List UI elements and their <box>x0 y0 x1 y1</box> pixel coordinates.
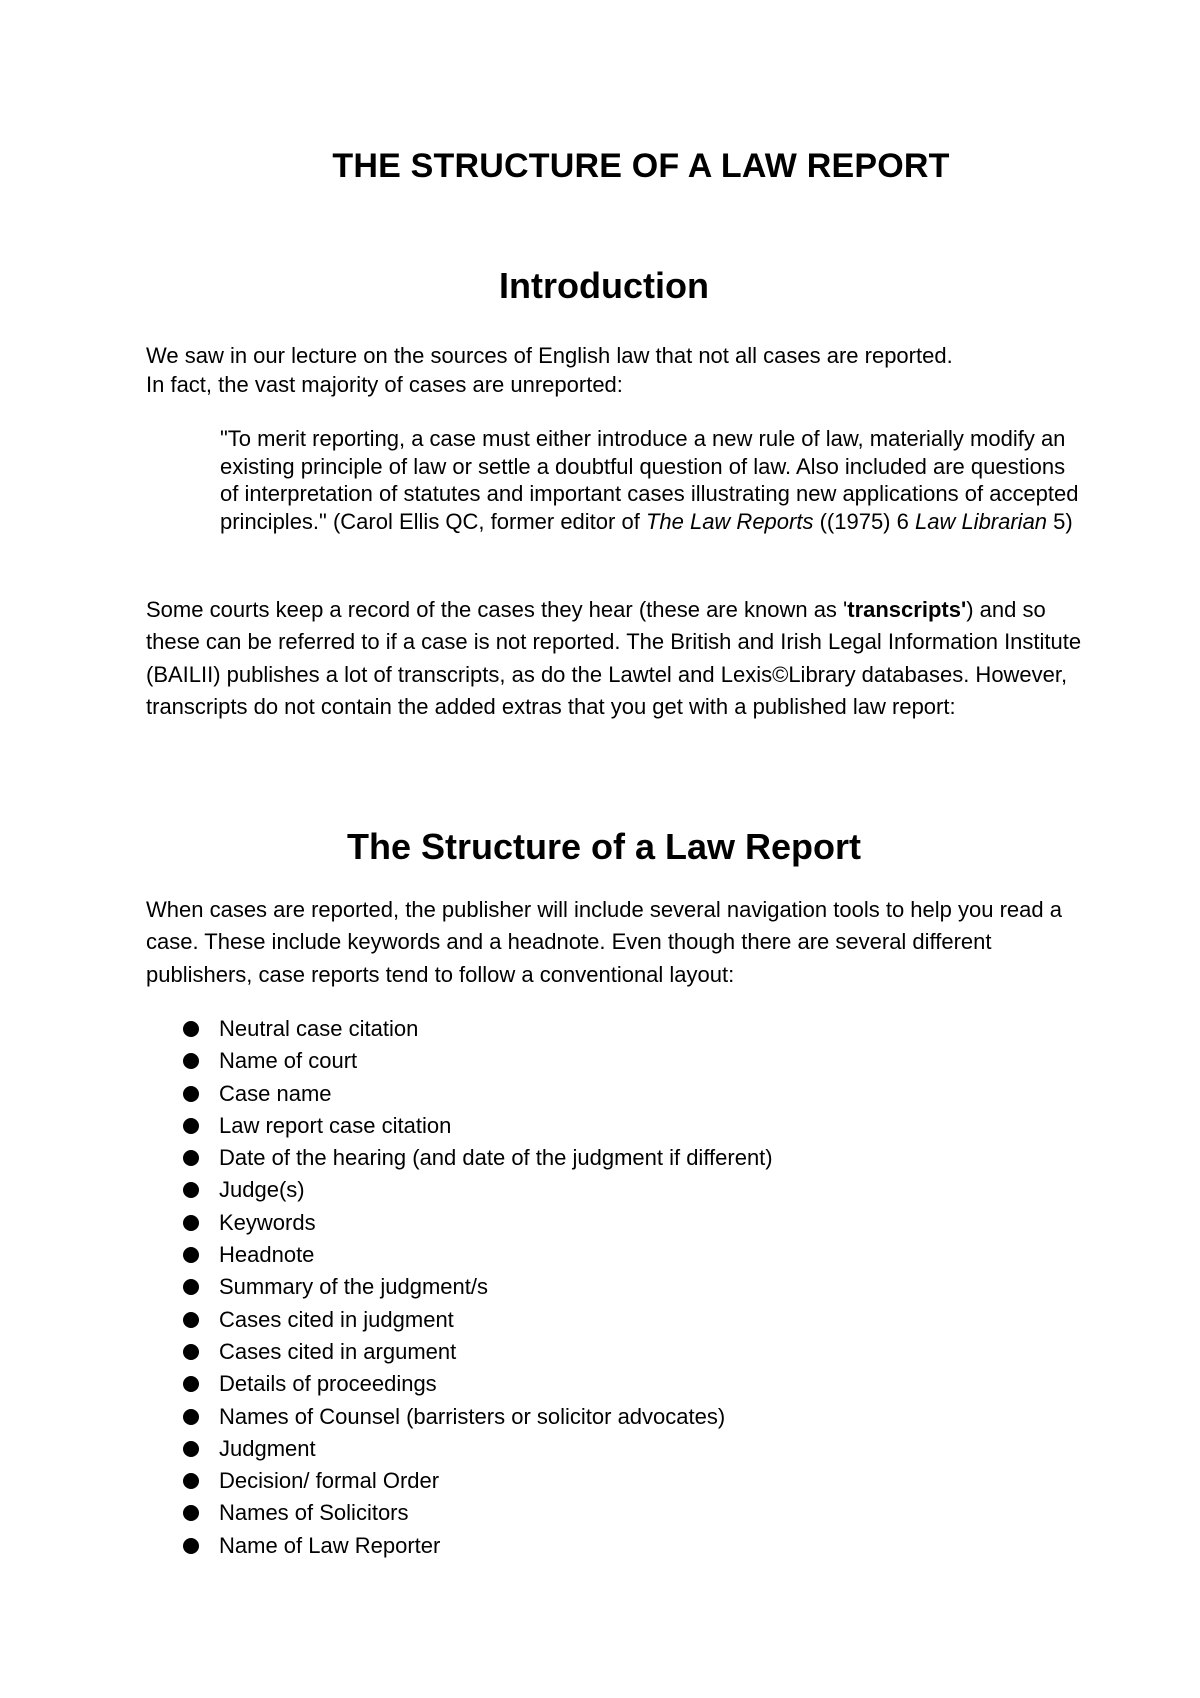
list-item <box>183 1110 773 1142</box>
list-item-label: Neutral case citation <box>219 1016 419 1041</box>
list-item <box>183 1368 773 1400</box>
bullet-icon <box>183 1086 199 1102</box>
bullet-icon <box>183 1473 199 1489</box>
list-item <box>183 1013 773 1045</box>
bullet-icon <box>183 1182 199 1198</box>
list-item-label: Name of court <box>219 1048 358 1074</box>
quote-text: "To merit reporting, a case must either introduce a new rule of law, materially modify an existing principle of law or settle a doubtful question of law. Also included are questions of interpretation of statutes and important cases illustrating new applications of accepted principles." (Carol Ellis QC, former editor of <box>220 426 1079 534</box>
list-item-label: Decision/ formal Order <box>219 1468 440 1494</box>
list-item <box>183 1207 773 1239</box>
list-item-label: Judge(s) <box>219 1177 305 1203</box>
list-item-label: Cases cited in judgment <box>219 1306 454 1332</box>
bullet-icon <box>183 1215 199 1231</box>
bullet-icon <box>183 1538 199 1554</box>
bullet-icon <box>183 1053 199 1069</box>
transcripts-text-after: ) and so these can be referred to if a case is not reported. The British and Irish Legal Information Institute (BAILII) publishes a lot of transcripts, as do the Lawtel and Lexis©Library databases. However, transcripts do not contain the added extras that you get with a published law report: <box>146 597 1082 720</box>
list-item <box>183 1401 773 1433</box>
list-item-label: Summary of the judgment/s <box>219 1274 489 1300</box>
block-quote <box>220 425 1080 535</box>
list-item-label: Judgment <box>219 1435 316 1461</box>
bullet-icon <box>183 1344 199 1360</box>
bullet-icon <box>183 1150 199 1166</box>
list-item-label: Date of the hearing (and date of the judgment if different) <box>219 1145 773 1171</box>
quote-citation-close: 5) <box>1047 508 1073 534</box>
introduction-heading: Introduction <box>499 265 709 306</box>
quote-publication: The Law Reports <box>645 508 814 534</box>
list-item-label: Cases cited in argument <box>219 1338 457 1364</box>
list-item-label: Headnote <box>219 1242 315 1268</box>
transcripts-text-before: Some courts keep a record of the cases they hear (these are known as ' <box>146 597 848 622</box>
list-item <box>183 1465 773 1497</box>
bullet-icon <box>183 1441 199 1457</box>
bullet-icon <box>183 1312 199 1328</box>
list-item <box>183 1142 773 1174</box>
list-item <box>183 1336 773 1368</box>
transcripts-paragraph <box>146 594 1086 724</box>
list-item-label: Keywords <box>219 1209 316 1235</box>
quote-citation-open: ((1975) 6 <box>813 508 915 534</box>
list-item <box>183 1271 773 1303</box>
list-item-label: Name of Law Reporter <box>219 1532 441 1558</box>
bullet-icon <box>183 1376 199 1392</box>
bullet-icon <box>183 1279 199 1295</box>
bullet-icon <box>183 1247 199 1263</box>
list-item-label: Names of Solicitors <box>219 1500 409 1526</box>
list-item-label: Names of Counsel (barristers or solicitor advocates) <box>219 1403 726 1429</box>
list-item <box>183 1433 773 1465</box>
list-item <box>183 1045 773 1077</box>
list-item <box>183 1078 773 1110</box>
bullet-icon <box>183 1118 199 1134</box>
bullet-icon <box>183 1409 199 1425</box>
introduction-paragraph-line: In fact, the vast majority of cases are unreported: <box>146 372 623 397</box>
structure-heading: The Structure of a Law Report <box>346 826 862 867</box>
structure-list <box>183 1013 773 1562</box>
list-item-label: Law report case citation <box>219 1112 452 1138</box>
introduction-paragraph-line: We saw in our lecture on the sources of English law that not all cases are reported. <box>146 343 953 368</box>
list-item <box>183 1497 773 1529</box>
introduction-paragraph <box>146 341 1086 399</box>
list-item <box>183 1239 773 1271</box>
list-item <box>183 1174 773 1206</box>
bullet-icon <box>183 1021 199 1037</box>
bullet-icon <box>183 1505 199 1521</box>
list-item <box>183 1304 773 1336</box>
quote-journal: Law Librarian <box>914 508 1048 534</box>
structure-paragraph: When cases are reported, the publisher will include several navigation tools to help you read a case. These include keywords and a headnote. Even though there are several different publishers, case reports tend to follow a conventional layout: <box>146 897 1062 987</box>
list-item-label: Details of proceedings <box>219 1371 437 1397</box>
list-item-label: Case name <box>219 1080 332 1106</box>
list-item <box>183 1530 773 1562</box>
document-title: THE STRUCTURE OF A LAW REPORT <box>332 147 950 185</box>
transcripts-term: transcripts' <box>847 597 967 622</box>
